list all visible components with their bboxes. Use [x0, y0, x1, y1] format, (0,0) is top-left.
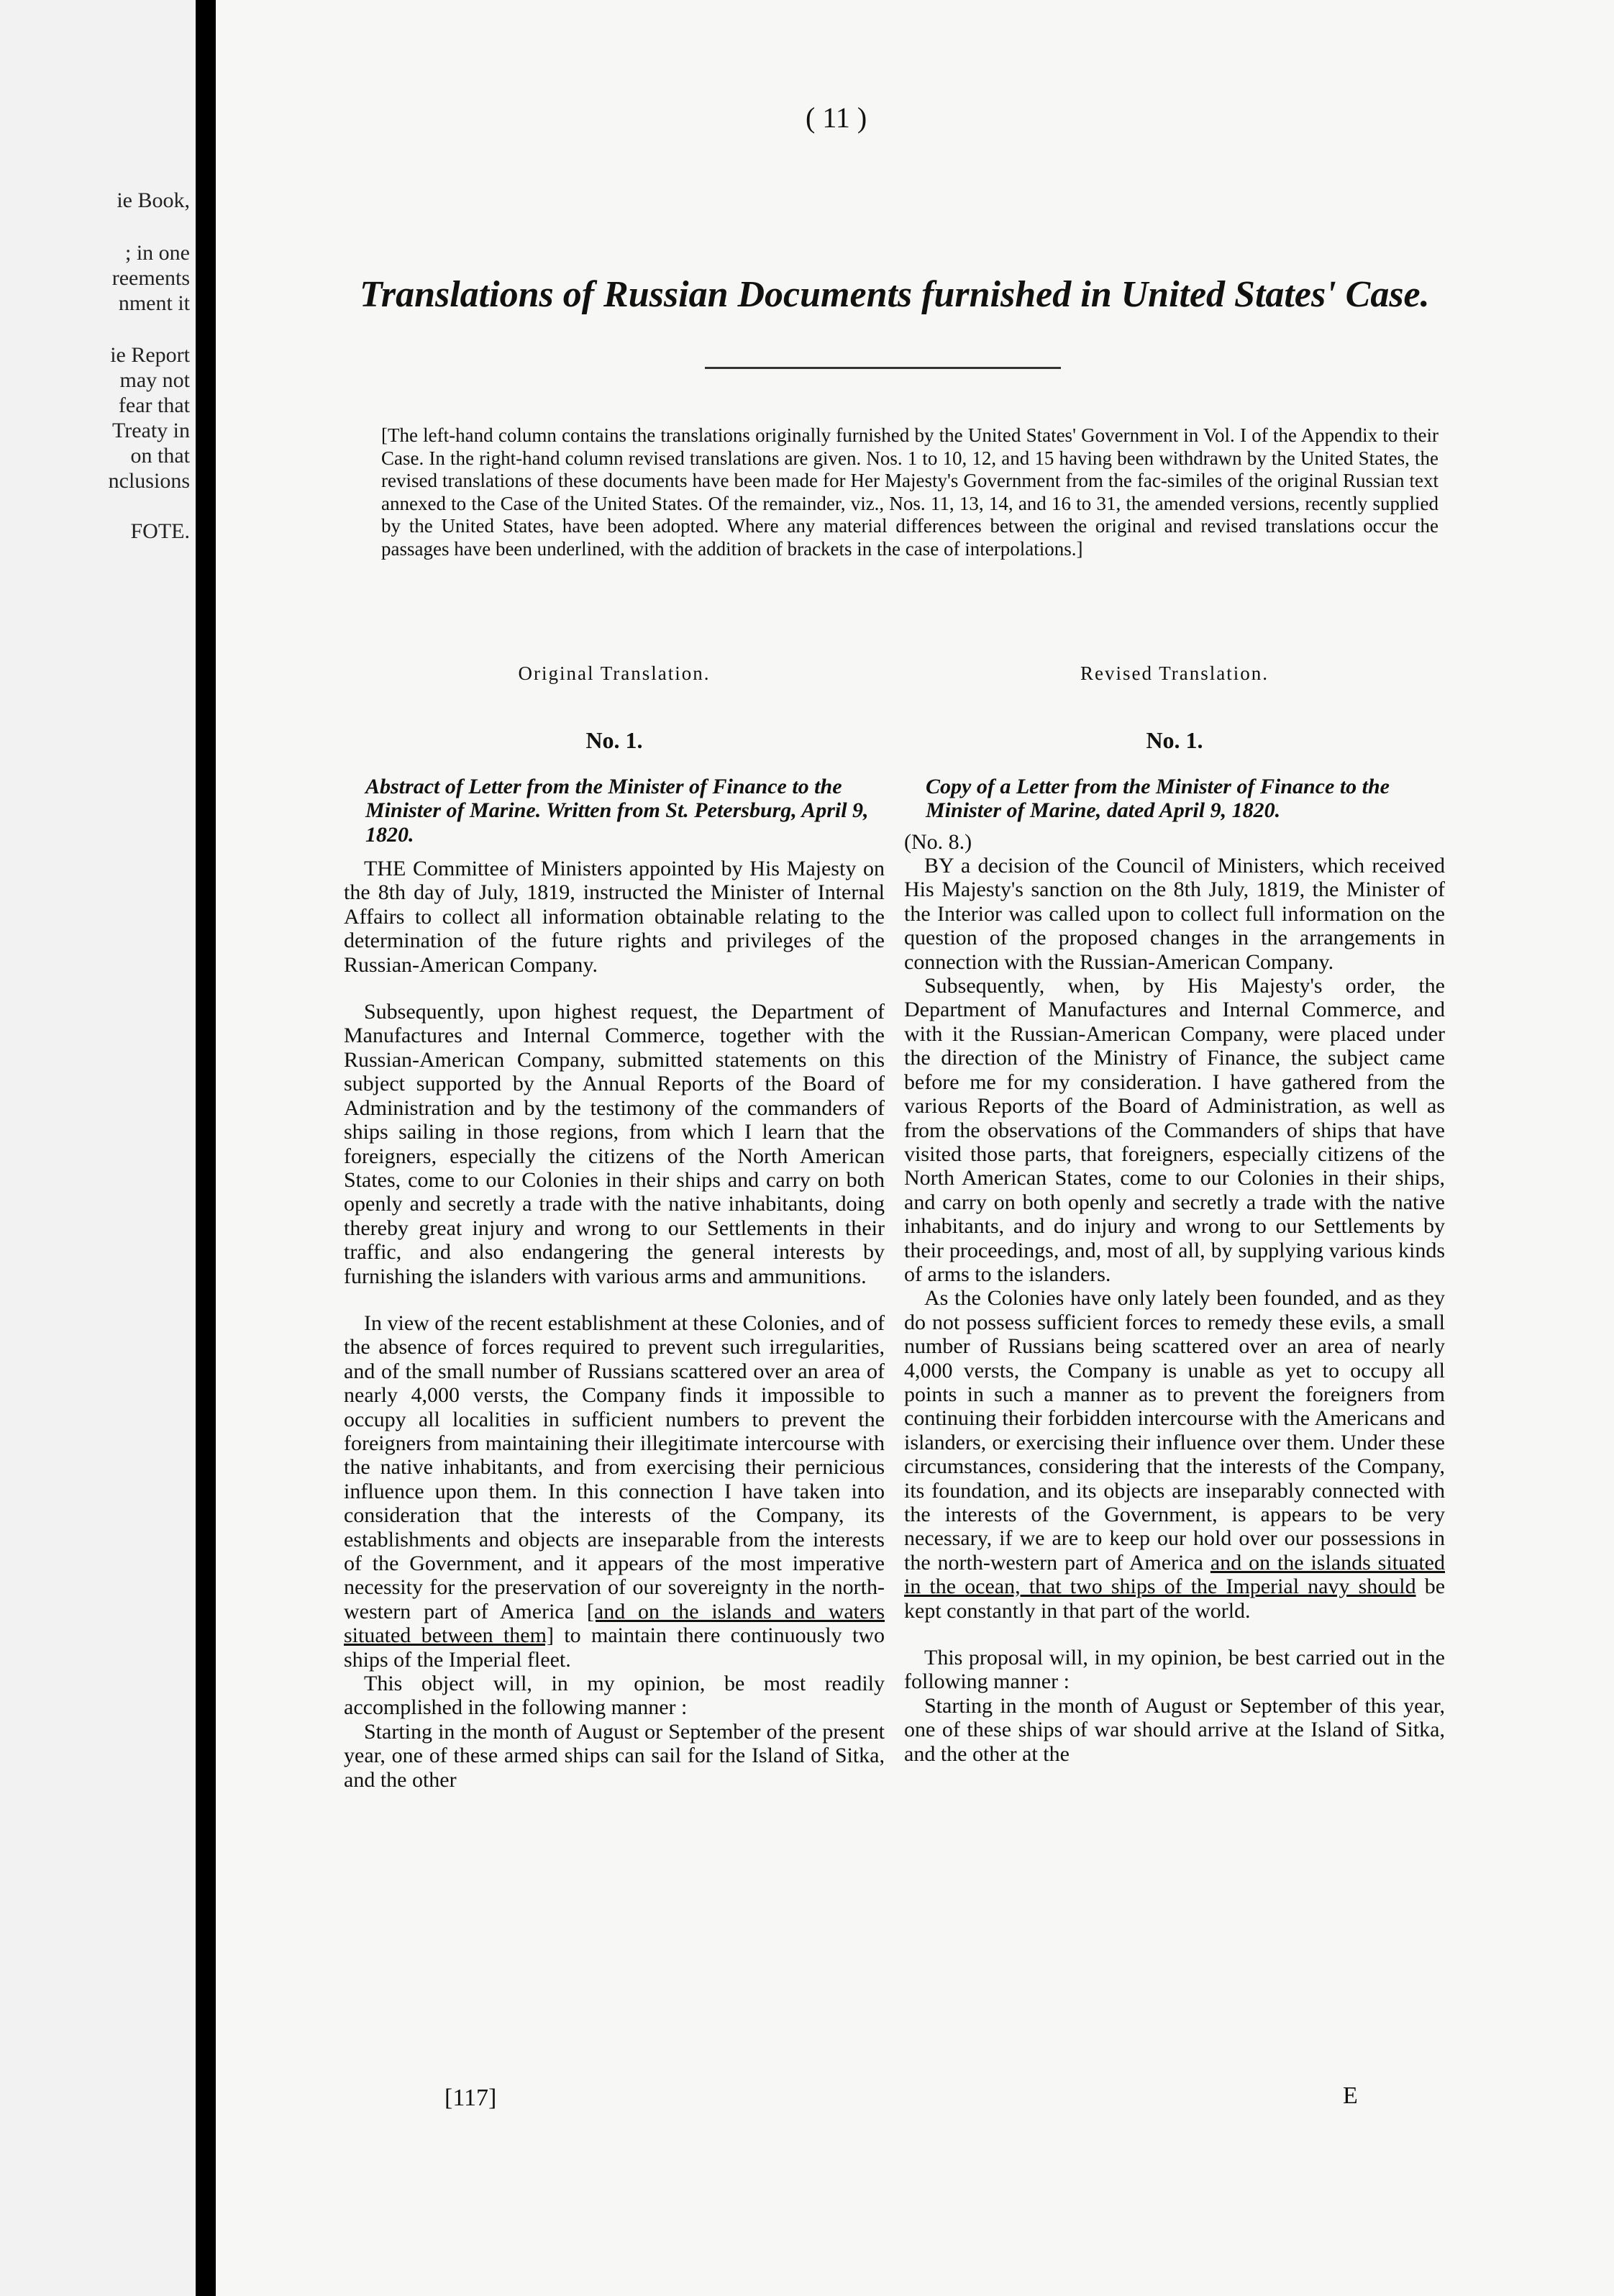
left-fragment: nclusions	[108, 469, 190, 493]
paragraph: Starting in the month of August or September of this year, one of these ships of war should arrive at the Island of Sitka, and the other at the	[904, 1693, 1445, 1766]
underlined-passage: [and on the islands and waters situated between them]	[344, 1599, 885, 1648]
editorial-note: [The left-hand column contains the translations originally furnished by the United States' Government in Vol. I of the Appendix to their Case. In the right-hand column revised translations are given. Nos. 1 to 10, 12, and 15 having been withdrawn by the United States, the revised translations of these documents have been made for Her Majesty's Government from the fac-similes of the original Russian text annexed to the Case of the United States. Of the remainder, viz., Nos. 11, 13, 14, and 16 to 31, the amended versions, recently supplied by the United States, have been adopted. Where any material differences between the original and revised translations occur the passages have been underlined, with the addition of brackets in the case of interpolations.]	[381, 424, 1439, 560]
document-subtitle: Abstract of Letter from the Minister of Finance to the Minister of Marine. Written from St. Petersburg, April 9, 1820.	[365, 774, 869, 847]
document-number: No. 1.	[1146, 727, 1203, 754]
left-fragment: FOTE.	[130, 519, 190, 543]
signature-mark: [117]	[444, 2085, 497, 2111]
left-fragment: Treaty in	[111, 419, 190, 442]
title-rule	[705, 367, 1061, 369]
paragraph: Subsequently, when, by His Majesty's order, the Department of Manufactures and Internal Commerce, and with it the Russian-American Company, were placed under the direction of the Ministry of Finance, the subject came before me for my consideration. I have gathered from the various Reports of the Board of Administration, as well as from the observations of the Commanders of ships that have visited those parts, that foreigners, especially citizens of the North American States, come to our Colonies in their ships, and carry on both openly and secretly a trade with the native inhabitants, and do injury and wrong to our Settlements by their proceedings, and, most of all, by supplying various kinds of arms to the islanders.	[904, 974, 1445, 1286]
paragraph: THE Committee of Ministers appointed by His Majesty on the 8th day of July, 1819, instructed the Minister of Internal Affairs to collect all information obtainable relating to the determination of the future rights and privileges of the Russian-American Company.	[344, 857, 885, 977]
paragraph: Subsequently, upon highest request, the Department of Manufactures and Internal Commerce, together with the Russian-American Company, submitted statements on this subject supported by the Annual Reports of the Board of Administration and by the testimony of the commanders of ships sailing in those regions, from which I learn that the foreigners, especially the citizens of the North American States, come to our Colonies in their ships and carry on both openly and secretly a trade with the native inhabitants, doing thereby great injury and wrong to our Settlements in their traffic, and also endangering the general interests by furnishing the islanders with various arms and ammunitions.	[344, 1000, 885, 1288]
adjacent-page-fragment	[0, 0, 196, 2296]
document-number: No. 1.	[585, 727, 643, 754]
paragraph	[904, 1286, 1445, 1623]
left-fragment: may not	[119, 368, 190, 392]
paragraph-text: As the Colonies have only lately been founded, and as they do not possess sufficient forces to remedy these evils, a small number of Russians being scattered over an area of nearly 4,000 versts, the Company is unable as yet to occupy all points in such a manner as to prevent the foreigners from continuing their forbidden intercourse with the Americans and islanders, or exercising their influence over them. Under these circumstances, considering that the interests of the Company, its foundation, and its objects are inseparably connected with the interests of the Government, is appears to be very necessary, if we are to keep our hold over our possessions in the north-western part of America	[904, 1286, 1445, 1575]
left-fragment: ie Report	[110, 343, 190, 367]
document-reference: (No. 8.)	[904, 829, 972, 854]
underlined-passage: and on the islands situated in the ocean, that two ships of the Imperial navy should	[904, 1550, 1445, 1599]
left-fragment: fear that	[118, 393, 190, 417]
left-fragment: nment it	[118, 291, 190, 315]
paragraph: Starting in the month of August or September of the present year, one of these armed ships can sail for the Island of Sitka, and the other	[344, 1719, 885, 1792]
column-heading: Revised Translation.	[1080, 662, 1269, 684]
paragraph	[344, 1311, 885, 1672]
left-fragment: ; in one	[125, 241, 190, 265]
sheet-mark: E	[1343, 2082, 1358, 2109]
paragraph: This object will, in my opinion, be most readily accomplished in the following manner :	[344, 1672, 885, 1720]
paragraph-text: to maintain there continuously two ships of the Imperial fleet.	[344, 1623, 885, 1672]
column-heading: Original Translation.	[518, 662, 711, 684]
left-fragment: ie Book,	[117, 188, 190, 212]
revised-translation-column	[904, 662, 1445, 1766]
document-title: Translations of Russian Documents furnished in United States' Case.	[360, 274, 1430, 315]
paragraph-text: In view of the recent establishment at these Colonies, and of the absence of forces required to prevent such irregularities, and of the small number of Russians scattered over an area of nearly 4,000 versts, the Company finds it impossible to occupy all localities in sufficient numbers to prevent the foreigners from maintaining their illegitimate intercourse with the native inhabitants, and from exercising their pernicious influence upon them. In this connection I have taken into consideration that the interests of the Company, its establishments and objects are inseparable from the interests of the Government, and it appears of the most imperative necessity for the preservation of our sovereignty in the north-western part of America	[344, 1311, 885, 1623]
paragraph: BY a decision of the Council of Ministers, which received His Majesty's sanction on the 8th July, 1819, the Minister of the Interior was called upon to collect full information on the question of the proposed changes in the arrangements in connection with the Russian-American Company.	[904, 854, 1445, 974]
page-number: ( 11 )	[806, 101, 867, 134]
paragraph: This proposal will, in my opinion, be best carried out in the following manner :	[904, 1646, 1445, 1694]
original-translation-column	[344, 662, 885, 1792]
paragraph-text: be kept constantly in that part of the world.	[904, 1575, 1446, 1623]
left-fragment: reements	[111, 266, 190, 290]
left-fragment: on that	[130, 444, 190, 468]
document-subtitle: Copy of a Letter from the Minister of Finance to the Minister of Marine, dated April 9, 1820.	[926, 774, 1390, 823]
